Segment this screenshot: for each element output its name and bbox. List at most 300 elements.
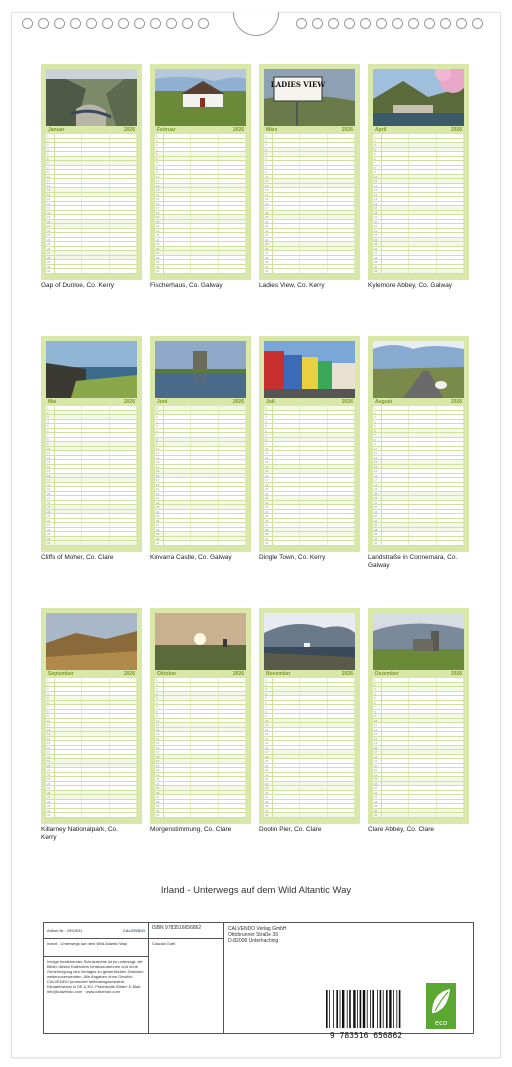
day-cell: [409, 523, 436, 527]
day-cell: [382, 406, 409, 410]
day-number: 30: [46, 265, 55, 269]
day-cell: [55, 478, 82, 482]
day-cell: [110, 469, 137, 473]
day-cell: [55, 474, 82, 478]
day-number: 26: [373, 519, 382, 523]
day-number: 16: [155, 474, 164, 478]
day-cell: [300, 433, 327, 437]
day-cell: [273, 777, 300, 781]
day-cell: [437, 143, 464, 147]
day-cell: [191, 541, 218, 545]
day-cell: [110, 764, 137, 768]
day-cell: [300, 496, 327, 500]
day-number: 7: [46, 433, 55, 437]
day-cell: [273, 220, 300, 224]
day-cell: [219, 777, 246, 781]
day-number: 9: [373, 442, 382, 446]
day-number: 20: [155, 492, 164, 496]
day-cell: [382, 170, 409, 174]
day-cell: [55, 251, 82, 255]
day-cell: [219, 692, 246, 696]
day-cell: [191, 777, 218, 781]
day-number: 4: [46, 692, 55, 696]
day-cell: [300, 206, 327, 210]
day-cell: [409, 487, 436, 491]
day-cell: [273, 501, 300, 505]
day-number: 12: [373, 456, 382, 460]
day-cell: [328, 728, 355, 732]
day-cell: [328, 215, 355, 219]
day-cell: [437, 710, 464, 714]
day-cell: [219, 451, 246, 455]
day-cell: [55, 260, 82, 264]
day-number: 3: [373, 415, 382, 419]
day-number: 20: [46, 764, 55, 768]
day-cell: [191, 211, 218, 215]
day-cell: [191, 710, 218, 714]
day-cell: [437, 813, 464, 817]
day-cell: [382, 202, 409, 206]
day-number: 10: [46, 719, 55, 723]
day-cell: [273, 474, 300, 478]
day-cell: [55, 143, 82, 147]
day-number: 2: [264, 139, 273, 143]
month-photo-july: [264, 341, 355, 398]
day-cell: [219, 732, 246, 736]
day-number: 16: [373, 746, 382, 750]
day-number: 31: [46, 813, 55, 817]
day-cell: [55, 541, 82, 545]
day-number: 4: [264, 692, 273, 696]
day-cell: [328, 139, 355, 143]
day-cell: [273, 723, 300, 727]
day-number: 7: [155, 161, 164, 165]
day-cell: [409, 148, 436, 152]
day-number: 5: [46, 152, 55, 156]
month-name: August: [375, 399, 393, 405]
day-cell: [300, 519, 327, 523]
day-cell: [191, 256, 218, 260]
day-cell: [191, 406, 218, 410]
day-cell: [437, 211, 464, 215]
day-cell: [437, 809, 464, 813]
day-cell: [82, 175, 109, 179]
day-number: 24: [373, 510, 382, 514]
day-cell: [219, 809, 246, 813]
legal-text: Infolge bestehender Schutzrechte ist es untersagt, die Bilder dieses Kalenders herauszutrennen und ohne Genehmigung des Verlages zu gewerblichen Zwecken weiterzuverwenden. Alle Angaben ohne Gewähr. CALVENDO produziert treibhausgasneutral. Klimabewusst in DE & EU. Prachtvolle Bilder! E-Mail: info@calvendo.com · www.calvendo.com: [47, 959, 144, 994]
day-cell: [409, 152, 436, 156]
day-cell: [409, 456, 436, 460]
day-cell: [382, 813, 409, 817]
day-number: 24: [155, 238, 164, 242]
day-cell: [82, 759, 109, 763]
day-number: 29: [155, 260, 164, 264]
day-cell: [328, 170, 355, 174]
day-cell: [164, 541, 191, 545]
day-number: 9: [155, 714, 164, 718]
day-cell: [82, 505, 109, 509]
day-number: 17: [155, 206, 164, 210]
month-card-december: [368, 608, 469, 824]
day-cell: [382, 152, 409, 156]
day-cell: [437, 701, 464, 705]
day-cell: [55, 519, 82, 523]
day-cell: [273, 161, 300, 165]
day-cell: [437, 247, 464, 251]
day-cell: [55, 741, 82, 745]
day-cell: [55, 469, 82, 473]
author-row: [149, 939, 223, 1033]
day-number: 4: [155, 692, 164, 696]
day-cell: [273, 732, 300, 736]
day-cell: [55, 460, 82, 464]
day-number: 21: [155, 224, 164, 228]
day-number: 27: [46, 795, 55, 799]
day-cell: [82, 415, 109, 419]
day-cell: [191, 143, 218, 147]
day-number: 25: [155, 242, 164, 246]
photo-caption: Cliffs of Moher, Co. Clare: [41, 554, 114, 561]
day-number: 26: [155, 519, 164, 523]
day-number: 23: [264, 777, 273, 781]
day-cell: [55, 759, 82, 763]
day-cell: [382, 148, 409, 152]
day-number: 4: [264, 420, 273, 424]
day-cell: [82, 465, 109, 469]
day-cell: [382, 474, 409, 478]
day-cell: [82, 229, 109, 233]
day-cell: [409, 786, 436, 790]
day-cell: [273, 238, 300, 242]
day-cell: [164, 791, 191, 795]
day-cell: [328, 152, 355, 156]
day-number: 5: [373, 696, 382, 700]
day-cell: [300, 157, 327, 161]
day-number: 6: [46, 701, 55, 705]
day-cell: [219, 537, 246, 541]
day-cell: [382, 732, 409, 736]
day-cell: [164, 705, 191, 709]
day-cell: [328, 510, 355, 514]
day-cell: [164, 157, 191, 161]
day-cell: [164, 442, 191, 446]
day-cell: [300, 795, 327, 799]
day-cell: [273, 791, 300, 795]
day-cell: [382, 804, 409, 808]
day-number: 16: [46, 474, 55, 478]
day-cell: [219, 438, 246, 442]
day-cell: [328, 777, 355, 781]
month-card-march: [259, 64, 360, 280]
day-cell: [191, 166, 218, 170]
day-cell: [437, 741, 464, 745]
day-cell: [164, 492, 191, 496]
day-number: 1: [373, 406, 382, 410]
month-card-january: [41, 64, 142, 280]
day-cell: [409, 220, 436, 224]
day-number: 19: [46, 759, 55, 763]
day-number: 15: [264, 469, 273, 473]
day-cell: [273, 152, 300, 156]
day-cell: [219, 505, 246, 509]
day-number: 19: [46, 215, 55, 219]
day-number: 1: [46, 406, 55, 410]
month-header: [155, 670, 246, 678]
day-cell: [382, 424, 409, 428]
day-cell: [382, 795, 409, 799]
day-cell: [164, 532, 191, 536]
day-cell: [164, 710, 191, 714]
day-cell: [409, 265, 436, 269]
day-number: 11: [264, 179, 273, 183]
day-number: 16: [373, 474, 382, 478]
day-cell: [219, 541, 246, 545]
day-cell: [437, 424, 464, 428]
day-number: 26: [155, 791, 164, 795]
day-cell: [273, 197, 300, 201]
day-cell: [409, 809, 436, 813]
day-cell: [82, 442, 109, 446]
day-cell: [437, 220, 464, 224]
day-cell: [409, 460, 436, 464]
day-cell: [437, 251, 464, 255]
day-cell: [409, 415, 436, 419]
day-cell: [328, 202, 355, 206]
day-number: 9: [264, 714, 273, 718]
day-number: 23: [46, 777, 55, 781]
binding-hole: [360, 18, 371, 29]
day-cell: [55, 514, 82, 518]
day-number: 22: [155, 773, 164, 777]
day-cell: [273, 683, 300, 687]
day-cell: [82, 238, 109, 242]
day-number: 30: [373, 265, 382, 269]
day-cell: [300, 696, 327, 700]
day-cell: [55, 705, 82, 709]
day-number: 23: [264, 233, 273, 237]
day-cell: [55, 719, 82, 723]
day-cell: [409, 242, 436, 246]
day-cell: [437, 256, 464, 260]
day-cell: [409, 777, 436, 781]
day-cell: [300, 678, 327, 682]
barcode-bar: [367, 990, 368, 1028]
day-cell: [273, 519, 300, 523]
day-cell: [191, 683, 218, 687]
day-cell: [164, 415, 191, 419]
article-number: Artikel-Nr.: 2992631: [47, 928, 83, 933]
day-row: [155, 541, 246, 546]
day-cell: [219, 519, 246, 523]
day-cell: [110, 750, 137, 754]
day-cell: [191, 732, 218, 736]
day-cell: [300, 483, 327, 487]
day-number: 17: [46, 206, 55, 210]
photo-caption: Gap of Dunloe, Co. Kerry: [41, 282, 114, 289]
day-cell: [437, 777, 464, 781]
day-cell: [110, 238, 137, 242]
day-cell: [273, 206, 300, 210]
day-cell: [328, 442, 355, 446]
day-cell: [273, 782, 300, 786]
day-number: 29: [373, 260, 382, 264]
day-cell: [328, 519, 355, 523]
day-table: [264, 406, 355, 546]
day-cell: [164, 800, 191, 804]
day-cell: [409, 732, 436, 736]
day-number: 14: [46, 193, 55, 197]
day-cell: [110, 728, 137, 732]
day-cell: [110, 188, 137, 192]
day-number: 15: [46, 741, 55, 745]
day-cell: [219, 415, 246, 419]
binding-hole: [198, 18, 209, 29]
day-cell: [219, 514, 246, 518]
day-cell: [110, 152, 137, 156]
day-cell: [82, 139, 109, 143]
day-cell: [110, 175, 137, 179]
day-cell: [55, 215, 82, 219]
day-cell: [82, 714, 109, 718]
day-cell: [328, 179, 355, 183]
day-cell: [409, 750, 436, 754]
day-cell: [110, 415, 137, 419]
day-cell: [273, 678, 300, 682]
day-cell: [409, 759, 436, 763]
day-number: 22: [264, 773, 273, 777]
day-cell: [382, 800, 409, 804]
barcode-bar: [363, 990, 365, 1028]
day-cell: [382, 501, 409, 505]
day-cell: [382, 510, 409, 514]
day-cell: [82, 265, 109, 269]
day-cell: [328, 782, 355, 786]
day-cell: [191, 442, 218, 446]
day-cell: [164, 148, 191, 152]
day-number: 28: [373, 256, 382, 260]
day-cell: [219, 429, 246, 433]
day-cell: [328, 483, 355, 487]
day-cell: [191, 791, 218, 795]
day-row: [264, 813, 355, 818]
barcode-bar: [336, 990, 338, 1028]
day-cell: [191, 220, 218, 224]
day-number: 4: [155, 420, 164, 424]
month-photo-march: [264, 69, 355, 126]
day-cell: [382, 478, 409, 482]
day-cell: [382, 537, 409, 541]
day-cell: [273, 809, 300, 813]
day-number: 26: [46, 791, 55, 795]
day-cell: [110, 719, 137, 723]
day-cell: [273, 415, 300, 419]
day-cell: [328, 469, 355, 473]
day-cell: [300, 460, 327, 464]
day-number: 26: [264, 791, 273, 795]
day-cell: [82, 750, 109, 754]
day-cell: [110, 768, 137, 772]
day-cell: [191, 251, 218, 255]
day-cell: [219, 687, 246, 691]
day-cell: [437, 782, 464, 786]
binding-hole: [22, 18, 33, 29]
day-cell: [164, 175, 191, 179]
month-year: 2026: [232, 671, 244, 677]
month-card-june: [150, 336, 251, 552]
barcode-bar: [399, 990, 401, 1028]
day-cell: [300, 193, 327, 197]
day-number: 18: [46, 211, 55, 215]
day-cell: [55, 813, 82, 817]
day-cell: [328, 206, 355, 210]
day-cell: [437, 759, 464, 763]
day-cell: [110, 143, 137, 147]
month-name: Oktober: [157, 671, 177, 677]
day-cell: [300, 411, 327, 415]
day-cell: [110, 678, 137, 682]
day-cell: [382, 161, 409, 165]
day-cell: [437, 804, 464, 808]
day-cell: [328, 813, 355, 817]
day-number: 10: [155, 447, 164, 451]
day-cell: [191, 184, 218, 188]
day-cell: [82, 741, 109, 745]
day-cell: [55, 809, 82, 813]
barcode-bar: [377, 990, 378, 1028]
day-cell: [219, 528, 246, 532]
day-cell: [437, 755, 464, 759]
day-cell: [82, 206, 109, 210]
day-cell: [164, 687, 191, 691]
day-cell: [191, 523, 218, 527]
day-number: 4: [264, 148, 273, 152]
day-cell: [219, 469, 246, 473]
day-cell: [191, 460, 218, 464]
binding-hole: [408, 18, 419, 29]
day-cell: [382, 188, 409, 192]
day-cell: [82, 148, 109, 152]
day-number: 28: [264, 528, 273, 532]
day-number: 25: [46, 242, 55, 246]
day-cell: [300, 510, 327, 514]
day-cell: [300, 514, 327, 518]
day-cell: [409, 519, 436, 523]
day-cell: [55, 433, 82, 437]
day-cell: [328, 732, 355, 736]
day-cell: [82, 424, 109, 428]
day-cell: [409, 260, 436, 264]
day-cell: [382, 737, 409, 741]
day-number: 3: [264, 415, 273, 419]
day-number: 31: [155, 269, 164, 273]
day-cell: [110, 687, 137, 691]
day-cell: [164, 786, 191, 790]
day-cell: [437, 746, 464, 750]
day-number: 9: [373, 714, 382, 718]
day-cell: [409, 166, 436, 170]
month-year: 2026: [341, 399, 353, 405]
day-cell: [55, 429, 82, 433]
day-cell: [164, 256, 191, 260]
day-cell: [328, 451, 355, 455]
day-number: 19: [373, 487, 382, 491]
day-number: 16: [46, 746, 55, 750]
day-number: 11: [264, 451, 273, 455]
day-number: 17: [373, 750, 382, 754]
day-cell: [164, 773, 191, 777]
day-cell: [328, 505, 355, 509]
day-number: 1: [264, 134, 273, 138]
